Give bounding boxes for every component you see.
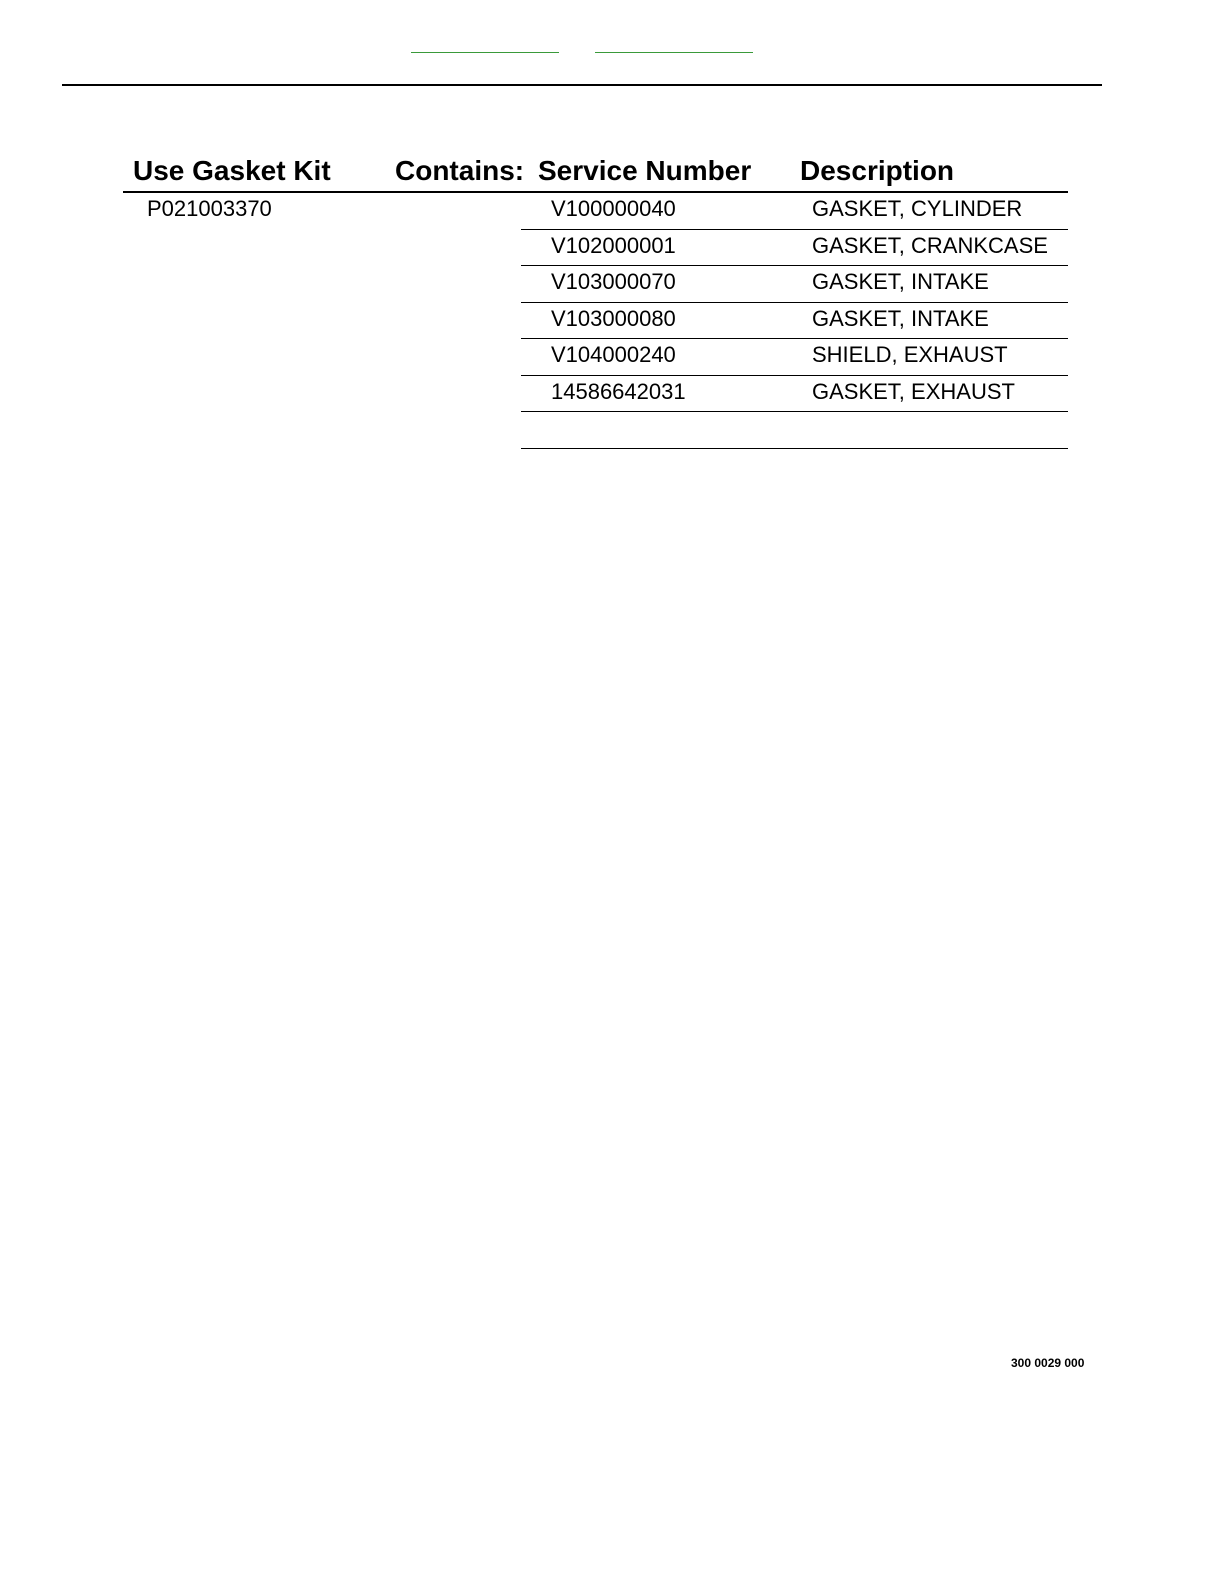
- column-header-contains: Contains:: [395, 155, 525, 186]
- service-number-cell: 14586642031: [551, 378, 686, 404]
- table-row-blank: [521, 412, 1068, 449]
- description-cell: GASKET, INTAKE: [812, 305, 989, 331]
- column-header-service-number: Service Number: [538, 155, 752, 186]
- document-code: 300 0029 000: [1011, 1356, 1085, 1370]
- column-header-description: Description: [800, 155, 955, 186]
- parts-table: [521, 193, 1068, 449]
- column-header-gasket-kit: Use Gasket Kit: [133, 155, 331, 186]
- header-link-underline-right[interactable]: [595, 52, 753, 53]
- description-cell: GASKET, CRANKCASE: [812, 232, 1048, 258]
- description-cell: GASKET, CYLINDER: [812, 196, 1023, 221]
- service-number-cell: V104000240: [551, 342, 676, 367]
- table-row: [521, 339, 1068, 376]
- header-link-underline-left[interactable]: [411, 52, 559, 53]
- table-row: [521, 266, 1068, 303]
- table-row: [521, 376, 1068, 413]
- description-cell: GASKET, INTAKE: [812, 269, 989, 294]
- service-number-cell: V100000040: [551, 196, 676, 221]
- service-number-cell: V103000070: [551, 269, 676, 294]
- description-cell: SHIELD, EXHAUST: [812, 342, 1008, 367]
- table-row: [521, 230, 1068, 267]
- page-top-rule: [62, 84, 1102, 86]
- table-row: [521, 303, 1068, 340]
- table-row: [521, 193, 1068, 230]
- service-number-cell: V102000001: [551, 232, 676, 258]
- service-number-cell: V103000080: [551, 305, 676, 331]
- description-cell: GASKET, EXHAUST: [812, 378, 1015, 404]
- gasket-kit-number: P021003370: [147, 196, 272, 221]
